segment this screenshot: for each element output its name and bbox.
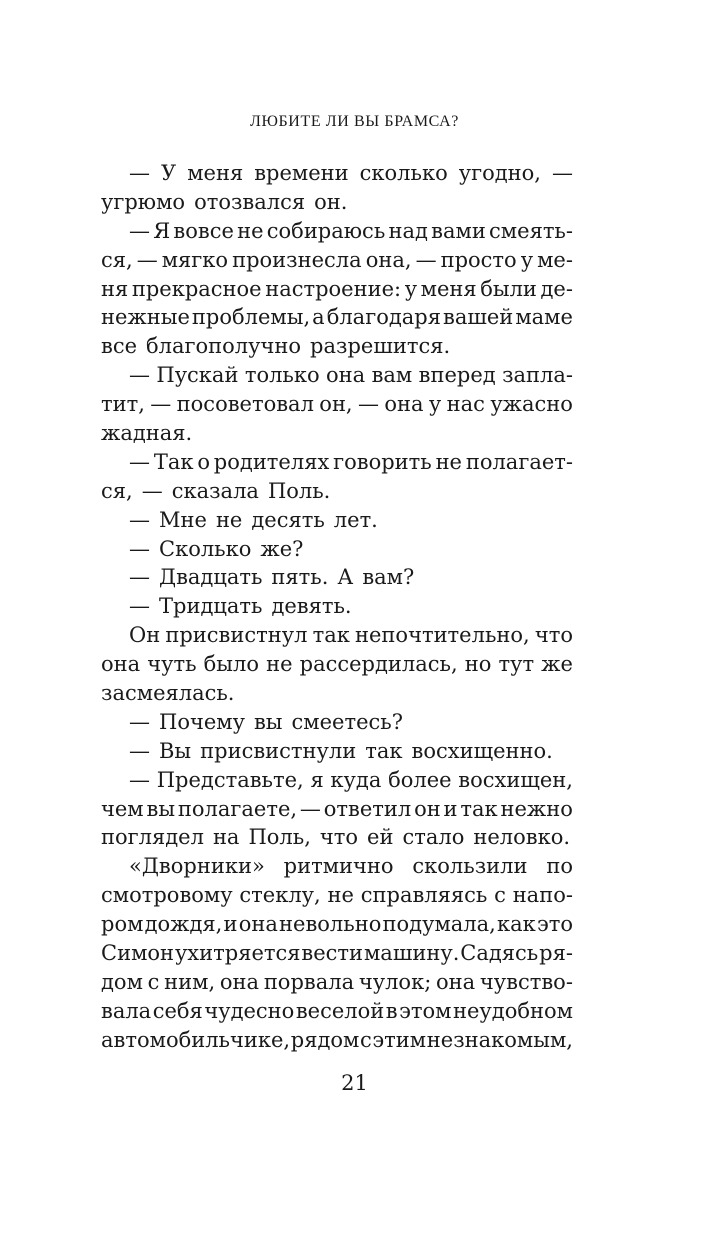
text-line: нежные проблемы, а благодаря вашей маме	[101, 305, 573, 330]
text-line: смотровому стеклу, не справляясь с напо-	[101, 883, 573, 908]
text-line: автомобильчике, рядом с этим незнакомым,	[101, 1027, 573, 1052]
text-line: — У меня времени сколько угодно, —	[129, 161, 573, 185]
page-number: 21	[341, 1071, 368, 1095]
text-line: засмеялась.	[101, 681, 235, 706]
text-line: — Почему вы смеетесь?	[129, 709, 403, 734]
text-line: — Вы присвистнули так восхищенно.	[129, 738, 553, 763]
text-line: — Представьте, я куда более восхищен,	[129, 767, 573, 792]
text-line: ся, — мягко произнесла она, — просто у ме-	[101, 247, 573, 272]
text-line: Он присвистнул так непочтительно, что	[129, 623, 573, 648]
text-line: ром дождя, и она невольно подумала, как это	[101, 912, 573, 937]
text-line: дом с ним, она порвала чулок; она чувство-	[101, 969, 573, 994]
text-line: ня прекрасное настроение: у меня были де-	[101, 276, 573, 301]
text-line: — Пускай только она вам вперед запла-	[129, 363, 573, 388]
text-line: ся, — сказала Поль.	[101, 478, 331, 503]
text-line: — Я вовсе не собираюсь над вами смеять-	[129, 218, 573, 243]
text-line: вала себя чудесно веселой в этом неудобном	[101, 998, 573, 1023]
text-line: угрюмо отозвался он.	[101, 189, 348, 214]
text-line: чем вы полагаете, — ответил он и так нежно	[101, 796, 573, 821]
text-line: жадная.	[101, 421, 193, 446]
text-line: тит, — посоветовал он, — она у нас ужасно	[101, 392, 573, 417]
text-line: «Дворники» ритмично скользили по	[129, 854, 573, 879]
text-line: — Двадцать пять. А вам?	[129, 565, 415, 590]
text-line: Симон ухитряется вести машину. Садясь ря-	[101, 941, 573, 966]
text-line: поглядел на Поль, что ей стало неловко.	[101, 825, 571, 850]
body-text	[101, 159, 573, 1055]
running-head: ЛЮБИТЕ ЛИ ВЫ БРАМСА?	[250, 113, 459, 130]
text-line: — Тридцать девять.	[129, 594, 352, 619]
text-line: все благополучно разрешится.	[101, 334, 451, 359]
text-line: — Сколько же?	[129, 536, 304, 561]
text-line: — Мне не десять лет.	[129, 507, 378, 532]
text-line: — Так о родителях говорить не полагает-	[129, 449, 573, 474]
text-line: она чуть было не рассердилась, но тут же	[101, 652, 573, 677]
